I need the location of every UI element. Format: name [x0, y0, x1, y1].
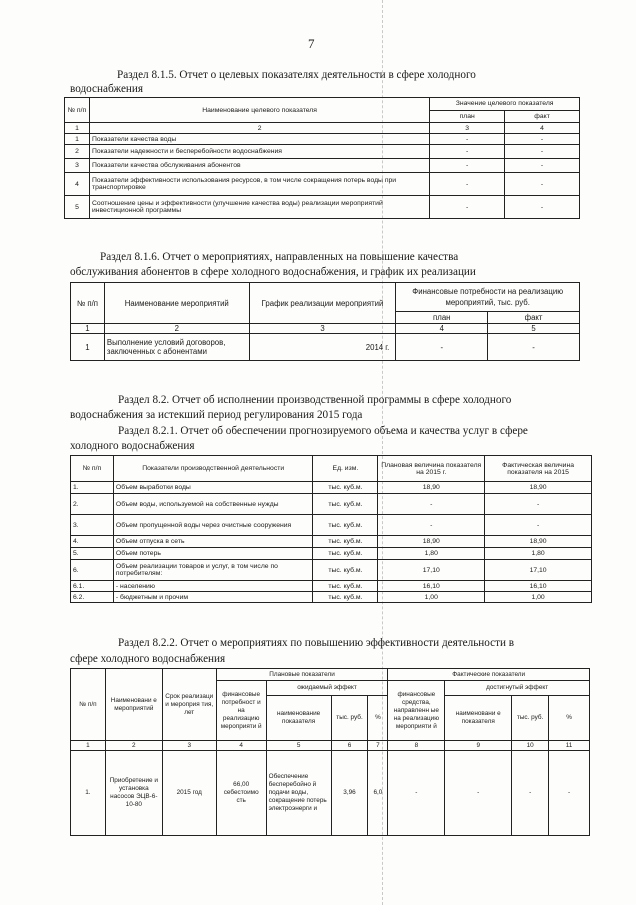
col-term-header: Срок реализаци и мероприя тия, лет	[162, 669, 216, 741]
row-number: 2.	[71, 494, 114, 515]
col-value-header: Значение целевого показателя	[430, 98, 580, 111]
plan-value: -	[396, 334, 488, 361]
production-indicators-table	[70, 455, 592, 603]
table-row	[65, 196, 580, 219]
row-number: 1	[65, 134, 90, 145]
row-number: 4	[65, 173, 90, 196]
table-row	[71, 560, 592, 581]
fact-value: -	[485, 494, 592, 515]
column-index: 2	[105, 741, 162, 751]
col-plan-header: Плановая величина показателя на 2015 г.	[378, 456, 485, 482]
table-row	[71, 592, 592, 603]
indicator-name: Объем воды, используемой на собственные нужды	[113, 494, 313, 515]
column-index: 8	[388, 741, 445, 751]
section-822-heading-line2: сфере холодного водоснабжения	[70, 653, 226, 665]
pct-value: 6,0	[368, 751, 388, 836]
row-number: 3	[65, 159, 90, 173]
fact-value: 17,10	[485, 560, 592, 581]
unit-value: тыс. куб.м.	[313, 536, 378, 548]
column-index: 3	[430, 123, 505, 134]
plan-value: -	[430, 173, 505, 196]
row-number: 1.	[71, 751, 106, 836]
section-821-heading-line1: Раздел 8.2.1. Отчет об обеспечении прогнозируемого объема и качества услуг в сфере	[118, 425, 528, 437]
row-number: 1	[71, 334, 105, 361]
plan-value: -	[430, 159, 505, 173]
col-achieved-effect-header: достигнутый эффект	[445, 681, 590, 696]
column-index: 3	[162, 741, 216, 751]
col-fin-fact-header: финансовые средства, направленн ые на реализацию мероприяти й	[388, 681, 445, 741]
indicator-name: - населению	[113, 581, 313, 592]
row-number: 5	[65, 196, 90, 219]
fact-value: -	[505, 196, 580, 219]
service-quality-table	[70, 282, 580, 361]
fact-value: -	[488, 334, 580, 361]
indicator-name: Соотношение цены и эффективности (улучшение качества воды) реализации мероприятий инвестиционной программы	[89, 196, 429, 219]
col-schedule-header: График реализации мероприятий	[249, 283, 396, 324]
fin-plan-value: 66,00 себестоимо сть	[216, 751, 266, 836]
thous-value: 3,96	[331, 751, 368, 836]
section-82-line1: Раздел 8.2. Отчет об исполнении производственной программы в сфере холодного	[118, 394, 512, 406]
fact-value: -	[505, 159, 580, 173]
table-row	[71, 515, 592, 536]
section-821-heading-line2: холодного водоснабжения	[70, 440, 195, 452]
row-number: 4.	[71, 536, 114, 548]
activity-name: Выполнение условий договоров, заключенных с абонентами	[104, 334, 249, 361]
column-index: 5	[266, 741, 331, 751]
column-index: 2	[89, 123, 429, 134]
col-indicator-header: Наименование целевого показателя	[89, 98, 429, 123]
indicator-name: Объем потерь	[113, 548, 313, 560]
fact-value: 16,10	[485, 581, 592, 592]
fin-fact-value: -	[388, 751, 445, 836]
plan-value: 1,80	[378, 548, 485, 560]
column-index: 11	[549, 741, 590, 751]
row-number: 2	[65, 145, 90, 159]
col-indicator-header: Показатели производственной деятельности	[113, 456, 313, 482]
column-index: 1	[71, 324, 105, 334]
indicator-name: Показатели качества обслуживания абонентов	[89, 159, 429, 173]
fact-value: -	[505, 173, 580, 196]
indicator-name: Объем пропущенной воды через очистные сооружения	[113, 515, 313, 536]
col-fact-header: факт	[488, 311, 580, 323]
indicator-name: Показатели качества воды	[89, 134, 429, 145]
col-thous-header-2: тыс. руб.	[512, 696, 549, 741]
column-index: 4	[216, 741, 266, 751]
table-row	[71, 494, 592, 515]
col-actual-header: Фактические показатели	[388, 669, 590, 681]
col-financing-header: Финансовые потребности на реализацию мероприятий, тыс. руб.	[396, 283, 580, 312]
plan-value: -	[430, 196, 505, 219]
column-index: 10	[512, 741, 549, 751]
col-fact-header: факт	[505, 110, 580, 123]
plan-value: 18,90	[378, 536, 485, 548]
column-index: 1	[71, 741, 106, 751]
fact-value: 1,00	[485, 592, 592, 603]
indicator-name: Объем отпуска в сеть	[113, 536, 313, 548]
column-index: 5	[488, 324, 580, 334]
row-number: 6.1.	[71, 581, 114, 592]
column-index: 6	[331, 741, 368, 751]
table-row	[71, 751, 590, 836]
col-unit-header: Ед. изм.	[313, 456, 378, 482]
activity-name: Приобретение и установка насосов ЭЦВ-6-10-80	[105, 751, 162, 836]
table-row	[71, 581, 592, 592]
col-indicator-name-header: наименование показателя	[266, 696, 331, 741]
table-row	[65, 134, 580, 145]
table-row	[65, 173, 580, 196]
efficiency-measures-table	[70, 668, 590, 836]
section-816-heading-line2: обслуживания абонентов в сфере холодного водоснабжения, и график их реализации	[70, 266, 476, 278]
section-815-heading-line2: водоснабжения	[70, 83, 144, 95]
column-index: 4	[505, 123, 580, 134]
target-indicators-table	[64, 97, 580, 219]
row-number: 3.	[71, 515, 114, 536]
fact-value: -	[505, 145, 580, 159]
indicator-name: Объем выработки воды	[113, 482, 313, 494]
plan-value: 16,10	[378, 581, 485, 592]
plan-value: 18,90	[378, 482, 485, 494]
plan-value: -	[430, 134, 505, 145]
fact-value: 1,80	[485, 548, 592, 560]
row-number: 6.2.	[71, 592, 114, 603]
section-816-heading-line1: Раздел 8.1.6. Отчет о мероприятиях, направленных на повышение качества	[100, 251, 459, 263]
col-expected-effect-header: ожидаемый эффект	[266, 681, 388, 696]
unit-value: тыс. куб.м.	[313, 482, 378, 494]
pct-value-2: -	[549, 751, 590, 836]
fact-value: -	[505, 134, 580, 145]
col-fin-plan-header: финансовые потребност и на реализацию мероприяти й	[216, 681, 266, 741]
unit-value: тыс. куб.м.	[313, 494, 378, 515]
col-num-header: № п/п	[65, 98, 90, 123]
col-activity-header: Наименовани е мероприятий	[105, 669, 162, 741]
plan-value: -	[378, 494, 485, 515]
indicator-name: Объем реализации товаров и услуг, в том числе по потребителям:	[113, 560, 313, 581]
thous-value-2: -	[512, 751, 549, 836]
row-number: 5.	[71, 548, 114, 560]
table-row	[65, 145, 580, 159]
fact-value: 18,90	[485, 482, 592, 494]
col-fact-header: Фактическая величина показателя на 2015	[485, 456, 592, 482]
plan-value: -	[430, 145, 505, 159]
col-num-header: № п/п	[71, 456, 114, 482]
col-pct-header-2: %	[549, 696, 590, 741]
col-thous-header: тыс. руб.	[331, 696, 368, 741]
table-row	[71, 536, 592, 548]
indicator-name: Показатели надежности и бесперебойности водоснабжения	[89, 145, 429, 159]
column-index: 1	[65, 123, 90, 134]
plan-value: 17,10	[378, 560, 485, 581]
row-number: 1.	[71, 482, 114, 494]
fact-value: -	[485, 515, 592, 536]
section-815-heading-line1: Раздел 8.1.5. Отчет о целевых показателях деятельности в сфере холодного	[117, 69, 476, 81]
unit-value: тыс. куб.м.	[313, 548, 378, 560]
row-number: 6.	[71, 560, 114, 581]
indicator-name-2: -	[445, 751, 512, 836]
table-row	[71, 482, 592, 494]
col-num-header: № п/п	[71, 669, 106, 741]
column-index: 9	[445, 741, 512, 751]
col-planned-header: Плановые показатели	[216, 669, 388, 681]
table-row	[71, 334, 580, 361]
column-index: 7	[368, 741, 388, 751]
schedule-value: 2014 г.	[249, 334, 396, 361]
fact-value: 18,90	[485, 536, 592, 548]
column-index: 3	[249, 324, 396, 334]
page-number: 7	[308, 36, 315, 51]
indicator-name: - бюджетным и прочим	[113, 592, 313, 603]
unit-value: тыс. куб.м.	[313, 515, 378, 536]
section-82-line2: водоснабжения за истекший период регулирования 2015 года	[70, 409, 363, 421]
unit-value: тыс. куб.м.	[313, 560, 378, 581]
section-822-heading-line1: Раздел 8.2.2. Отчет о мероприятиях по повышению эффективности деятельности в	[118, 637, 515, 649]
indicator-name: Обеспечение бесперебойно й подачи воды, сокращение потерь электроэнерги и	[266, 751, 331, 836]
unit-value: тыс. куб.м.	[313, 592, 378, 603]
col-indicator-name-header-2: наименовани е показателя	[445, 696, 512, 741]
col-plan-header: план	[430, 110, 505, 123]
term-value: 2015 год	[162, 751, 216, 836]
col-num-header: № п/п	[71, 283, 105, 324]
col-plan-header: план	[396, 311, 488, 323]
table-row	[65, 159, 580, 173]
col-activity-header: Наименование мероприятий	[104, 283, 249, 324]
indicator-name: Показатели эффективности использования ресурсов, в том числе сокращения потерь воды при транспортировке	[89, 173, 429, 196]
column-index: 2	[104, 324, 249, 334]
plan-value: 1,00	[378, 592, 485, 603]
plan-value: -	[378, 515, 485, 536]
column-index: 4	[396, 324, 488, 334]
table-row	[71, 548, 592, 560]
unit-value: тыс. куб.м.	[313, 581, 378, 592]
col-pct-header: %	[368, 696, 388, 741]
